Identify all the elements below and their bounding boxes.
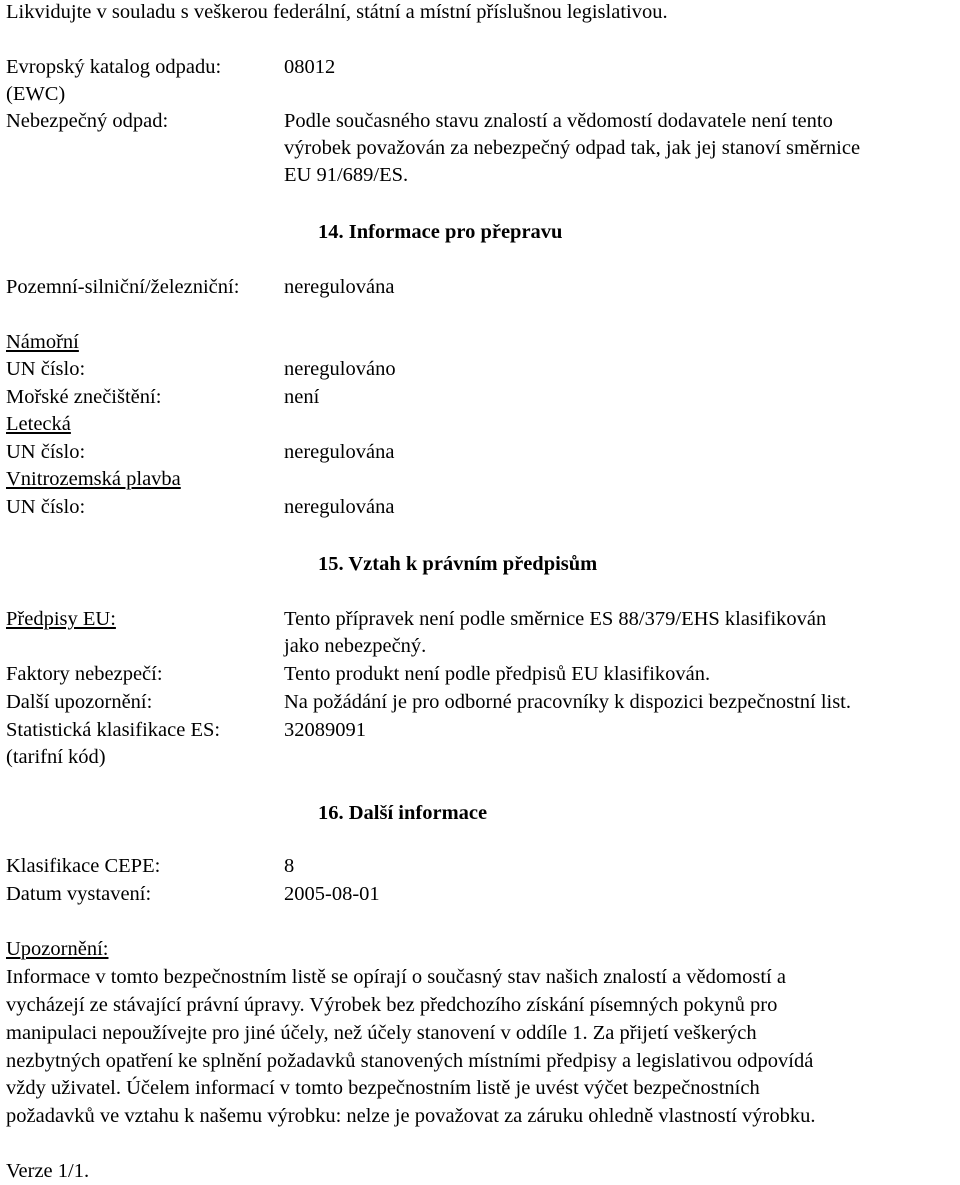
warning-line: vždy uživatel. Účelem informací v tomto bezpečnostním listě je uvést výčet bezpečnostních: [6, 1077, 760, 1099]
cepe-classification-value: 8: [284, 855, 295, 877]
eu-regulations-line: jako nebezpečný.: [284, 635, 427, 657]
hazard-factors-label: Faktory nebezpečí:: [6, 663, 163, 685]
air-transport-heading: Letecká: [6, 413, 71, 435]
tariff-code-label: (tarifní kód): [6, 746, 106, 768]
sea-un-value: neregulováno: [284, 358, 396, 380]
inland-un-label: UN číslo:: [6, 496, 86, 518]
marine-pollutant-value: není: [284, 386, 320, 408]
eu-regulations-label: Předpisy EU:: [6, 608, 116, 630]
hazardous-waste-line: výrobek považován za nebezpečný odpad tak, jak jej stanoví směrnice: [284, 137, 861, 159]
sea-transport-heading: Námořní: [6, 331, 79, 353]
warning-line: nezbytných opatření ke splnění požadavků stanovených místními předpisy a legislativou odpovídá: [6, 1050, 814, 1072]
land-transport-label: Pozemní-silniční/železniční:: [6, 276, 240, 298]
hazardous-waste-line: Podle současného stavu znalostí a vědomostí dodavatele není tento: [284, 110, 833, 132]
sea-un-label: UN číslo:: [6, 358, 86, 380]
ewc-label: Evropský katalog odpadu:: [6, 56, 222, 78]
cepe-classification-label: Klasifikace CEPE:: [6, 855, 161, 877]
warning-line: manipulaci nepoužívejte pro jiné účely, než účely stanovení v oddíle 1. Za přijetí veškerých: [6, 1022, 757, 1044]
warning-line: vycházejí ze stávající právní úpravy. Výrobek bez předchozího získání písemných pokynů pro: [6, 994, 778, 1016]
warning-line: požadavků ve vztahu k našemu výrobku: nelze je považovat za záruku ohledně vlastností výrobku.: [6, 1105, 816, 1127]
warning-line: Informace v tomto bezpečnostním listě se opírají o současný stav našich znalostí a vědomostí a: [6, 966, 786, 988]
section-16-heading: 16. Další informace: [318, 802, 488, 824]
inland-un-value: neregulována: [284, 496, 395, 518]
further-notice-value: Na požádání je pro odborné pracovníky k dispozici bezpečnostní list.: [284, 691, 852, 713]
version-label: Verze 1/1.: [6, 1160, 90, 1182]
hazardous-waste-label: Nebezpečný odpad:: [6, 110, 169, 132]
ewc-label-abbr: (EWC): [6, 83, 66, 105]
statistical-classification-value: 32089091: [284, 719, 366, 741]
hazardous-waste-line: EU 91/689/ES.: [284, 164, 409, 186]
issue-date-value: 2005-08-01: [284, 883, 380, 905]
section-15-heading: 15. Vztah k právním předpisům: [318, 553, 598, 575]
further-notice-label: Další upozornění:: [6, 691, 153, 713]
hazard-factors-value: Tento produkt není podle předpisů EU klasifikován.: [284, 663, 711, 685]
section-14-heading: 14. Informace pro přepravu: [318, 221, 563, 243]
marine-pollutant-label: Mořské znečištění:: [6, 386, 162, 408]
inland-waterway-heading: Vnitrozemská plavba: [6, 468, 181, 490]
issue-date-label: Datum vystavení:: [6, 883, 152, 905]
air-un-label: UN číslo:: [6, 441, 86, 463]
ewc-value: 08012: [284, 56, 336, 78]
eu-regulations-line: Tento přípravek není podle směrnice ES 88/379/EHS klasifikován: [284, 608, 827, 630]
land-transport-value: neregulována: [284, 276, 395, 298]
warning-heading: Upozornění:: [6, 938, 109, 960]
air-un-value: neregulována: [284, 441, 395, 463]
disposal-intro: Likvidujte v souladu s veškerou federální, státní a místní příslušnou legislativou.: [6, 1, 668, 23]
statistical-classification-label: Statistická klasifikace ES:: [6, 719, 221, 741]
